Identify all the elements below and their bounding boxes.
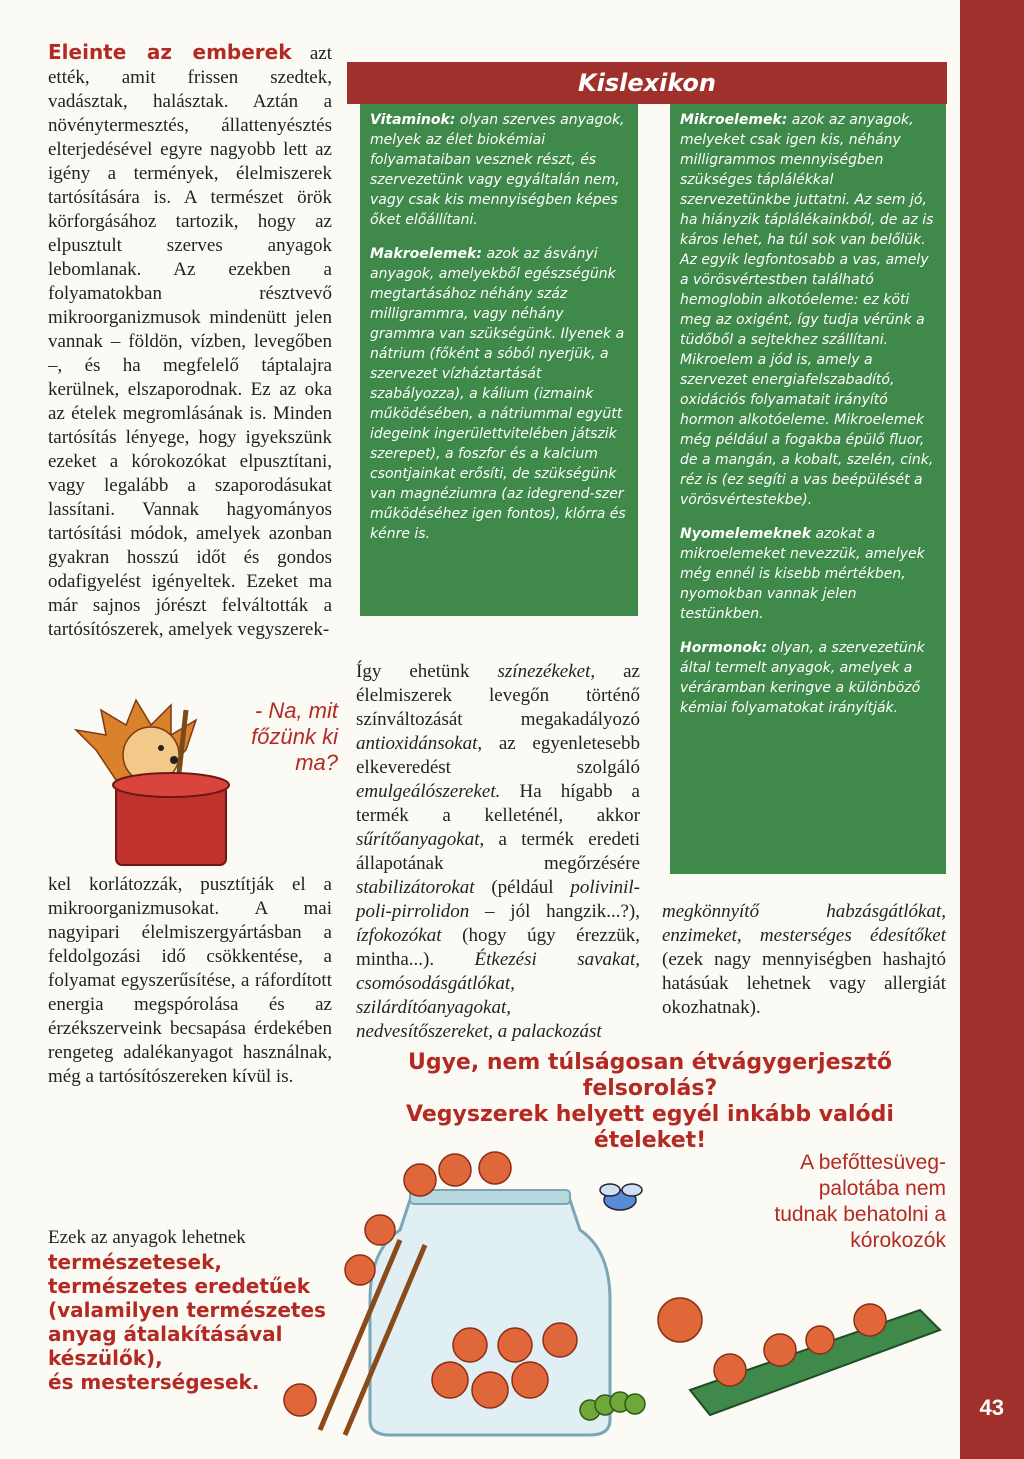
term: színezékeket: [497, 661, 591, 682]
lexikon-right-column: [670, 104, 946, 874]
hedgehog-speech: - Na, mit főzünk ki ma?: [251, 698, 338, 775]
entry-text: olyan szerves anyagok, melyek az élet biokémiai folyamataiban vesznek részt, és szervezetünk vagy egyáltalán nem, vagy csak kis mennyiségben képes őket előállítani.: [370, 112, 625, 228]
entry-term: Vitaminok:: [370, 112, 456, 128]
text: Ha hígabb a termék a kelleténél, akkor: [356, 781, 640, 826]
lead-phrase: Eleinte az emberek: [48, 40, 292, 64]
closing-headline: [360, 1050, 940, 1154]
intro-text-continued: kel korlátozzák, pusztítják el a mikroorganizmusokat. A mai nagyipari élelmiszergyártásban a feldolgozási idő csökkentése, a folyamat egyszerűsítése, a ráfordított energia megspórolása és az érzékszerveink becsapása érdekében rengeteg adalékanyagot használnak, még a tartósítószereken kívül is.: [48, 874, 332, 1087]
text: , az élelmiszerek levegőn történő színváltozását megakadályozó: [356, 661, 640, 730]
term: stabilizátorokat: [356, 877, 475, 898]
term: megkönnyítő habzásgátlókat, enzimeket, mesterséges édesítőket: [662, 901, 946, 946]
term: antioxidánsokat: [356, 733, 478, 754]
entry-term: Hormonok:: [680, 640, 767, 656]
headline-line-1: Ugye, nem túlságosan étvágygerjesztő felsorolás?: [407, 1050, 893, 1101]
text: , a termék eredeti állapotának megőrzésére: [356, 829, 640, 874]
lexikon-entry: [370, 244, 628, 544]
hedgehog-cooking-illustration: [56, 690, 256, 870]
side-color-bar: [960, 0, 1024, 1459]
text: (hogy úgy érezzük, mintha...).: [356, 925, 640, 970]
term: Étkezési savakat, csomósodásgátlókat, szilárdítóanyagokat, nedvesítőszereket, a palackozást: [356, 949, 640, 1042]
intro-text: azt ették, amit frissen szedtek, vadásztak, halásztak. Aztán a növénytermesztés, állattenyésztés elterjedésével egyre nagyobb lett az igény a termények, élelmiszerek tartósítására is. A természet örök körforgásához tartozik, hogy az elpusztult szerves anyagok lebomlanak. Az ezekben a folyamatokban résztvevő mikroorganizmusok mindenütt jelen vannak – földön, vízben, levegőben –, és ha megfelelő táptalajra kerülnek, elszaporodnak. Ez az oka az ételek megromlásának is. Minden tartósítás lényege, hogy igyekszünk ezeket a kórokozókat elpusztítani, vagy legalább a szaporodásukat lassítani. Vannak hagyományos tartósítási módok, amelyek azonban gyakran hosszú időt és gondos odafigyelést igényeltek. Ezeket ma már sajnos jórészt felváltották a tartósítószerek, amelyek vegyszerek-: [48, 43, 332, 640]
entry-term: Mikroelemek:: [680, 112, 788, 128]
additive-intro: Ezek az anyagok lehetnek: [48, 1227, 246, 1248]
entry-term: Nyomelemeknek: [680, 526, 812, 542]
headline-line-2: Vegyszerek helyett egyél inkább valódi ételeket!: [406, 1102, 894, 1153]
intro-column: [48, 40, 332, 642]
lexikon-entry: [370, 110, 628, 230]
lexikon-title: Kislexikon: [347, 62, 947, 104]
page-number: 43: [979, 1395, 1004, 1420]
natural-origin-label: természetes eredetűek (valamilyen természetes anyag átalakításával készülők),: [48, 1274, 326, 1370]
term: sűrítőanyagokat: [356, 829, 480, 850]
artificial-label: és mesterségesek.: [48, 1370, 260, 1394]
lexikon-entry: [680, 638, 936, 718]
lexikon-entry: [680, 524, 936, 624]
entry-text: azok az anyagok, melyeket csak igen kis, néhány milligrammos mennyiségben szükséges táplálékkal szervezetünkbe juttatni. Az sem jó, ha hiányzik táplálékainkból, de az is káros lehet, ha túl sok van belőlük. Az egyik legfontosabb a vas, amely a vörösvértestben található hemoglobin alkotóeleme: ez köti meg az oxigént, így tudja vérünk a tüdőből a sejtekhez szállítani. Mikroelem a jód is, amely a szervezet energiafelszabadító, oxidációs folyamatait irányító hormon alkotóeleme. Mikroelemek még például a fogakba épülő fluor, de a mangán, a kobalt, szelén, cink, réz is (ez segíti a vas beépülését a vörösvértestekbe).: [680, 112, 934, 508]
entry-text: azok az ásványi anyagok, amelyekből egészségünk megtartásához néhány száz milligrammra, vagy néhány grammra van szükségünk. Ilyenek a nátrium (főként a sóból nyerjük, a szervezet vízháztartását szabályozza), a kálium (izmaink működésében, a nátriummal együtt idegeink ingerülettvitelében játszik szerepet), a foszfor és a kalcium csontjainkat erősíti, de szükségünk van magnéziumra (az idegrend-szer működéséhez igen fontos), klórra és kénre is.: [370, 246, 626, 542]
lexikon-entry: [680, 110, 936, 510]
entry-term: Makroelemek:: [370, 246, 482, 262]
intro-column-continued: [48, 873, 332, 1089]
text: , az egyenletesebb elkeveredést szolgáló: [356, 733, 640, 778]
illustration-caption: A befőttesüveg-palotába nem tudnak behatolni a kórokozók: [774, 1151, 946, 1252]
text: – jól hangzik...?),: [469, 901, 640, 922]
text: (például: [474, 877, 571, 898]
additives-column-continued: [662, 900, 946, 1020]
term: polivinil-poli-pirrolidon: [356, 877, 640, 922]
term: ízfokozókat: [356, 925, 442, 946]
entry-text: azokat a mikroelemeket nevezzük, amelyek még ennél is kisebb mértékben, nyomokban vannak jelen testünkben.: [680, 526, 925, 622]
text: Így ehetünk: [356, 661, 498, 682]
natural-label: természetesek,: [48, 1250, 222, 1274]
entry-text: olyan, a szervezetünk által termelt anyagok, amelyek a véráramban keringve a különböző kémiai folyamatokat irányítják.: [680, 640, 925, 716]
text: (ezek nagy mennyiségben hashajtó hatásúak lehetnek vagy allergiát okozhatnak).: [662, 949, 946, 1018]
additives-column: [356, 660, 640, 1044]
lexikon-left-column: [360, 104, 638, 616]
term: emulgeálószereket.: [356, 781, 501, 802]
